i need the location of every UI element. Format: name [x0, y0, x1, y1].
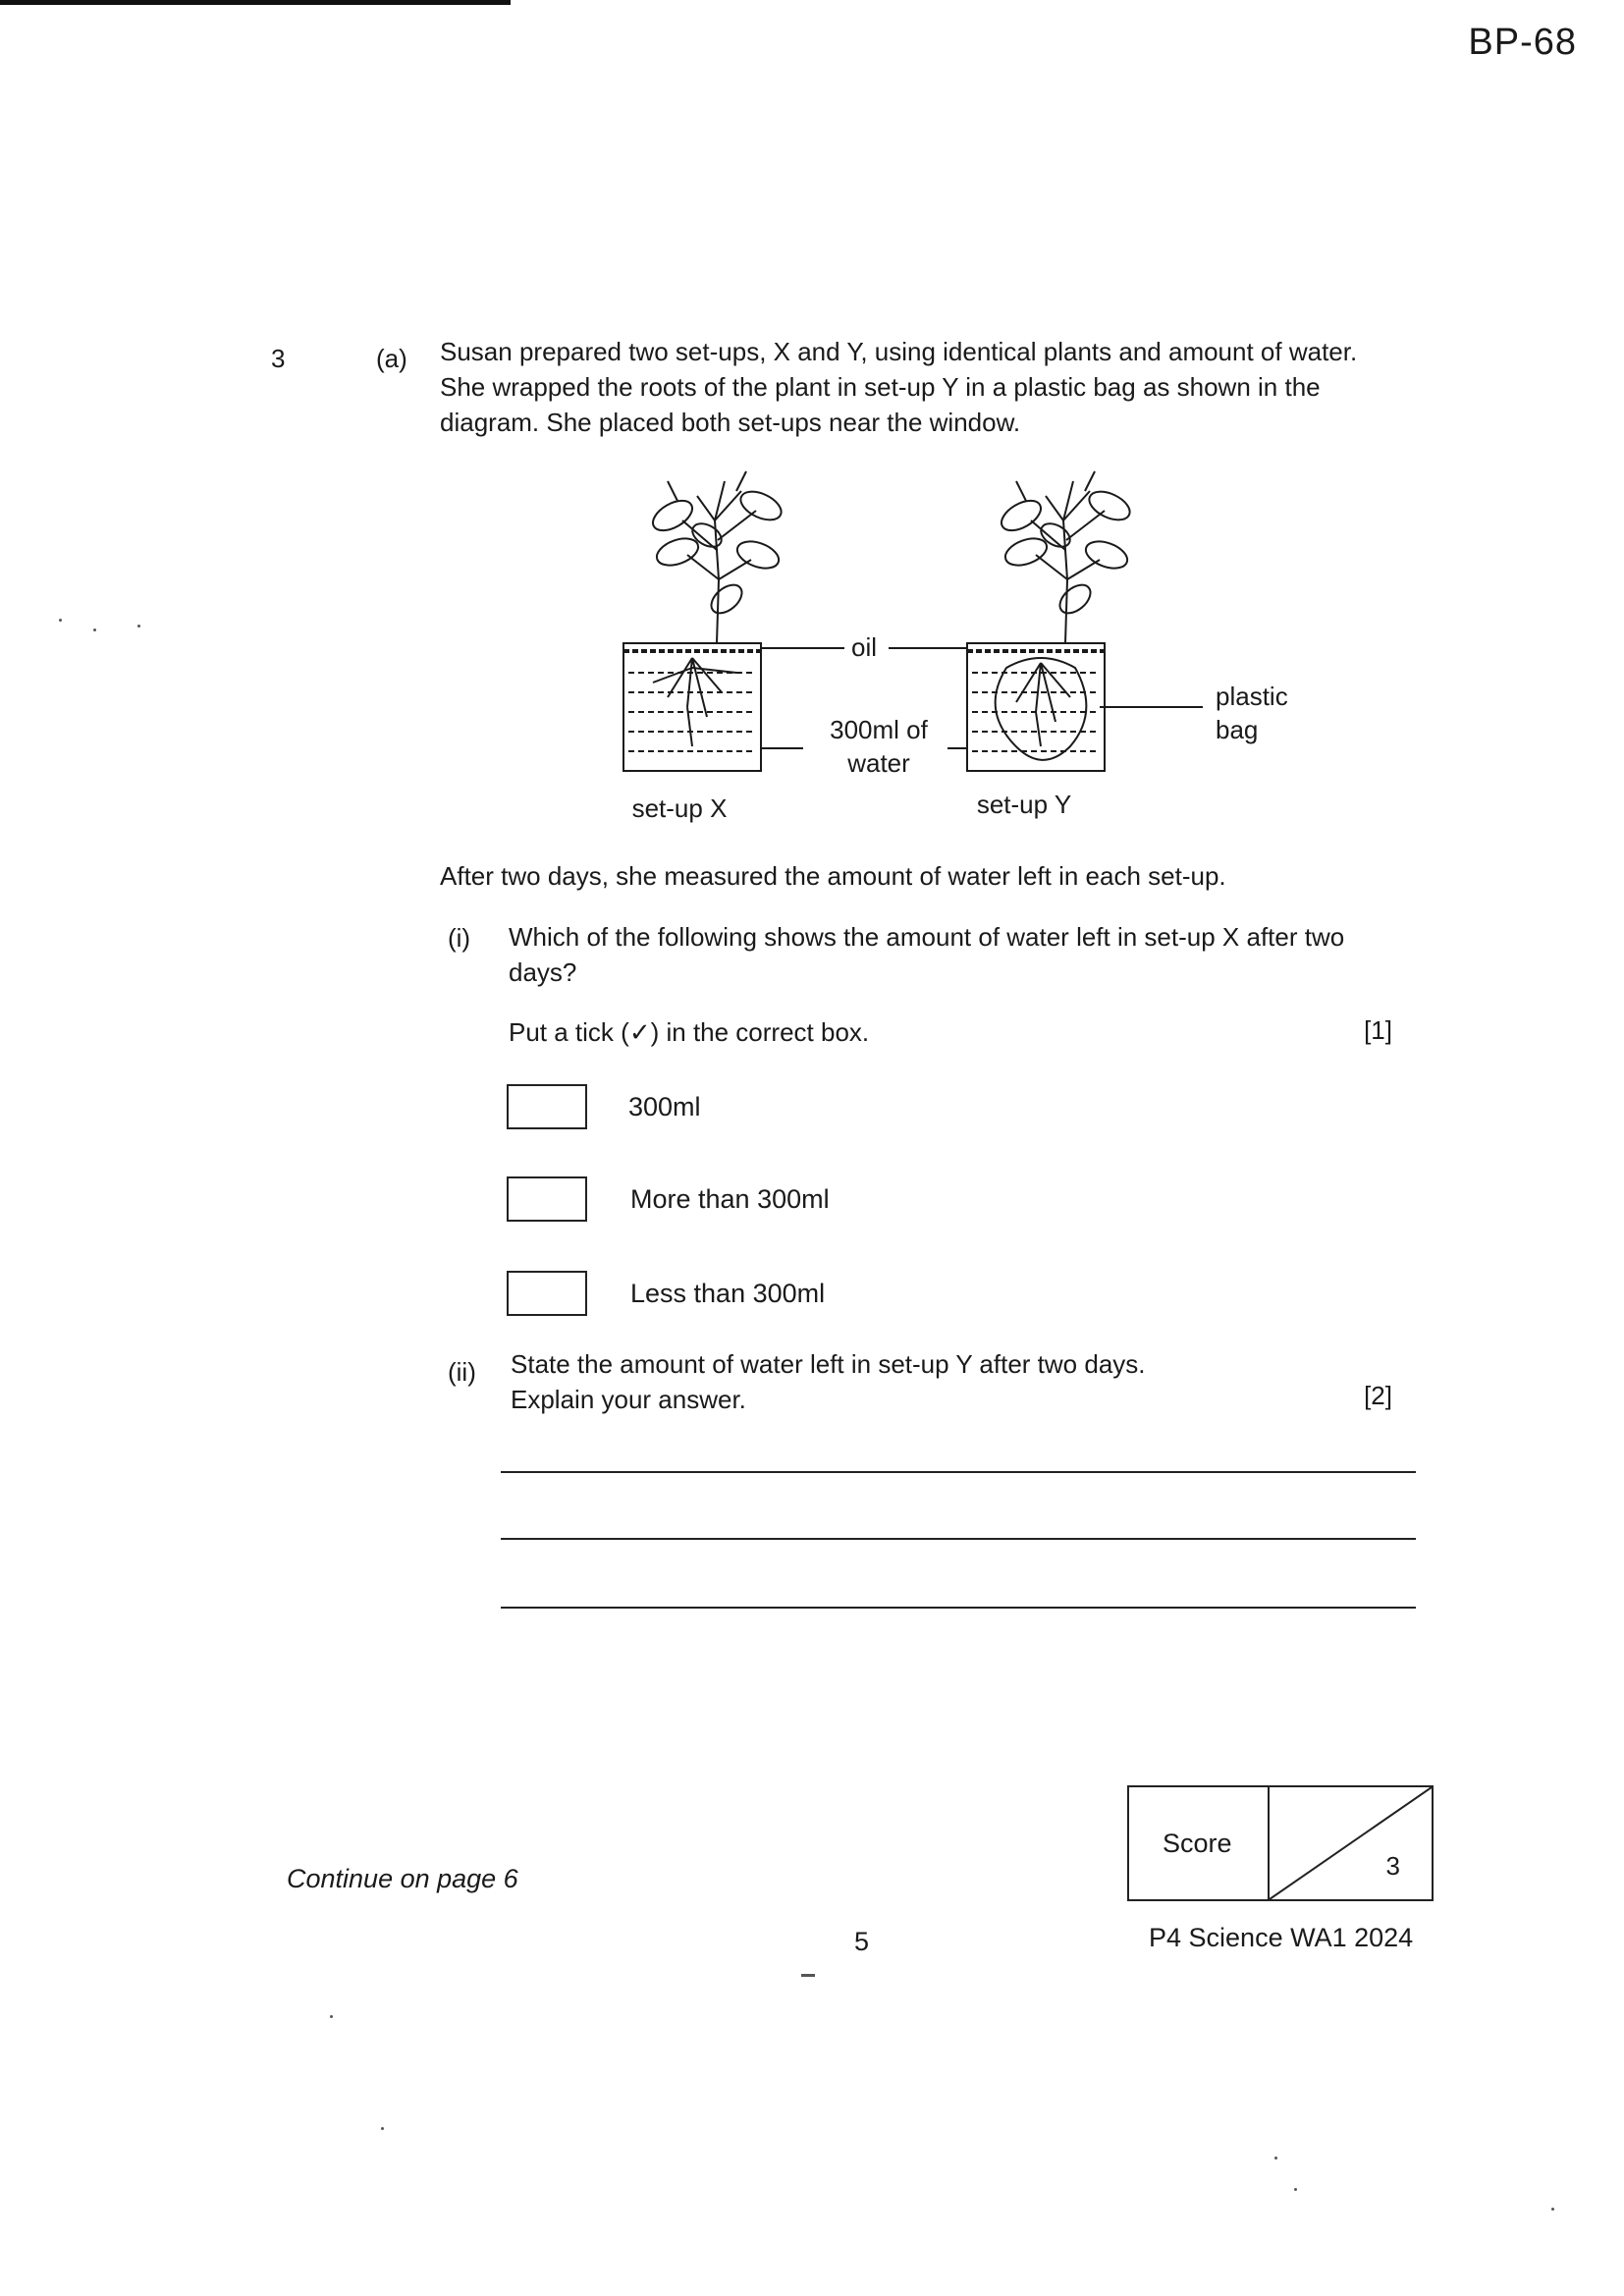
- option-more-label: More than 300ml: [630, 1184, 830, 1214]
- bag-label-line-2: bag: [1216, 715, 1259, 744]
- paper-title: P4 Science WA1 2024: [1149, 1923, 1414, 1952]
- sub-ii-label: (ii): [448, 1357, 476, 1387]
- score-label: Score: [1163, 1829, 1232, 1858]
- water-label-line-2: water: [847, 748, 910, 778]
- caption-setup-y: set-up Y: [976, 790, 1072, 819]
- label-lines: [761, 648, 1203, 748]
- plant-x: [648, 471, 785, 643]
- option-300ml-label: 300ml: [628, 1092, 701, 1121]
- top-rule: [0, 0, 511, 5]
- answer-line-1[interactable]: [501, 1471, 1416, 1473]
- option-300ml-checkbox[interactable]: [507, 1084, 587, 1129]
- scan-dash: [801, 1974, 815, 1977]
- question-number: 3: [271, 344, 286, 373]
- option-less-checkbox[interactable]: [507, 1271, 587, 1316]
- question-intro: Susan prepared two set-ups, X and Y, using identical plants and amount of water. She wrapped the roots of the plant in set-up Y in a plastic bag as shown in the diagram. She placed both set-ups near the window.: [440, 337, 1358, 437]
- scan-speck: [381, 2127, 384, 2130]
- score-diagonal: [1270, 1787, 1432, 1899]
- sub-i-text: Which of the following shows the amount of water left in set-up X after two days?: [509, 922, 1345, 987]
- marks-ii: [2]: [1364, 1381, 1392, 1410]
- container-y: [967, 643, 1105, 771]
- option-more-checkbox[interactable]: [507, 1176, 587, 1222]
- paper-code: BP-68: [1468, 22, 1577, 63]
- caption-setup-x: set-up X: [631, 793, 728, 823]
- container-x: [623, 643, 761, 771]
- water-label-line-1: 300ml of: [830, 715, 928, 744]
- scan-speck: [1294, 2188, 1297, 2191]
- tick-instruction: Put a tick (✓) in the correct box.: [509, 1017, 870, 1047]
- scan-speck: [1274, 2157, 1277, 2159]
- scan-speck: [59, 619, 62, 622]
- sub-i-label: (i): [448, 923, 471, 953]
- sub-ii-text-line-1: State the amount of water left in set-up Y after two days.: [511, 1349, 1146, 1379]
- scan-speck: [137, 625, 140, 628]
- setup-diagram: [550, 462, 1316, 835]
- plant-y: [997, 471, 1134, 643]
- bag-label-line-1: plastic: [1216, 682, 1288, 711]
- answer-line-2[interactable]: [501, 1538, 1416, 1540]
- continue-note: Continue on page 6: [287, 1864, 518, 1893]
- after-text: After two days, she measured the amount of water left in each set-up.: [440, 861, 1226, 891]
- scan-speck: [330, 2015, 333, 2018]
- scan-speck: [93, 629, 96, 631]
- sub-ii-text-line-2: Explain your answer.: [511, 1385, 746, 1414]
- option-less-label: Less than 300ml: [630, 1279, 826, 1308]
- scan-speck: [1551, 2208, 1554, 2211]
- page-number: 5: [854, 1927, 870, 1956]
- score-box: [1127, 1785, 1434, 1901]
- score-total: 3: [1385, 1851, 1400, 1881]
- oil-label: oil: [850, 632, 878, 662]
- marks-i: [1]: [1364, 1015, 1392, 1045]
- question-part: (a): [376, 344, 407, 373]
- answer-line-3[interactable]: [501, 1607, 1416, 1609]
